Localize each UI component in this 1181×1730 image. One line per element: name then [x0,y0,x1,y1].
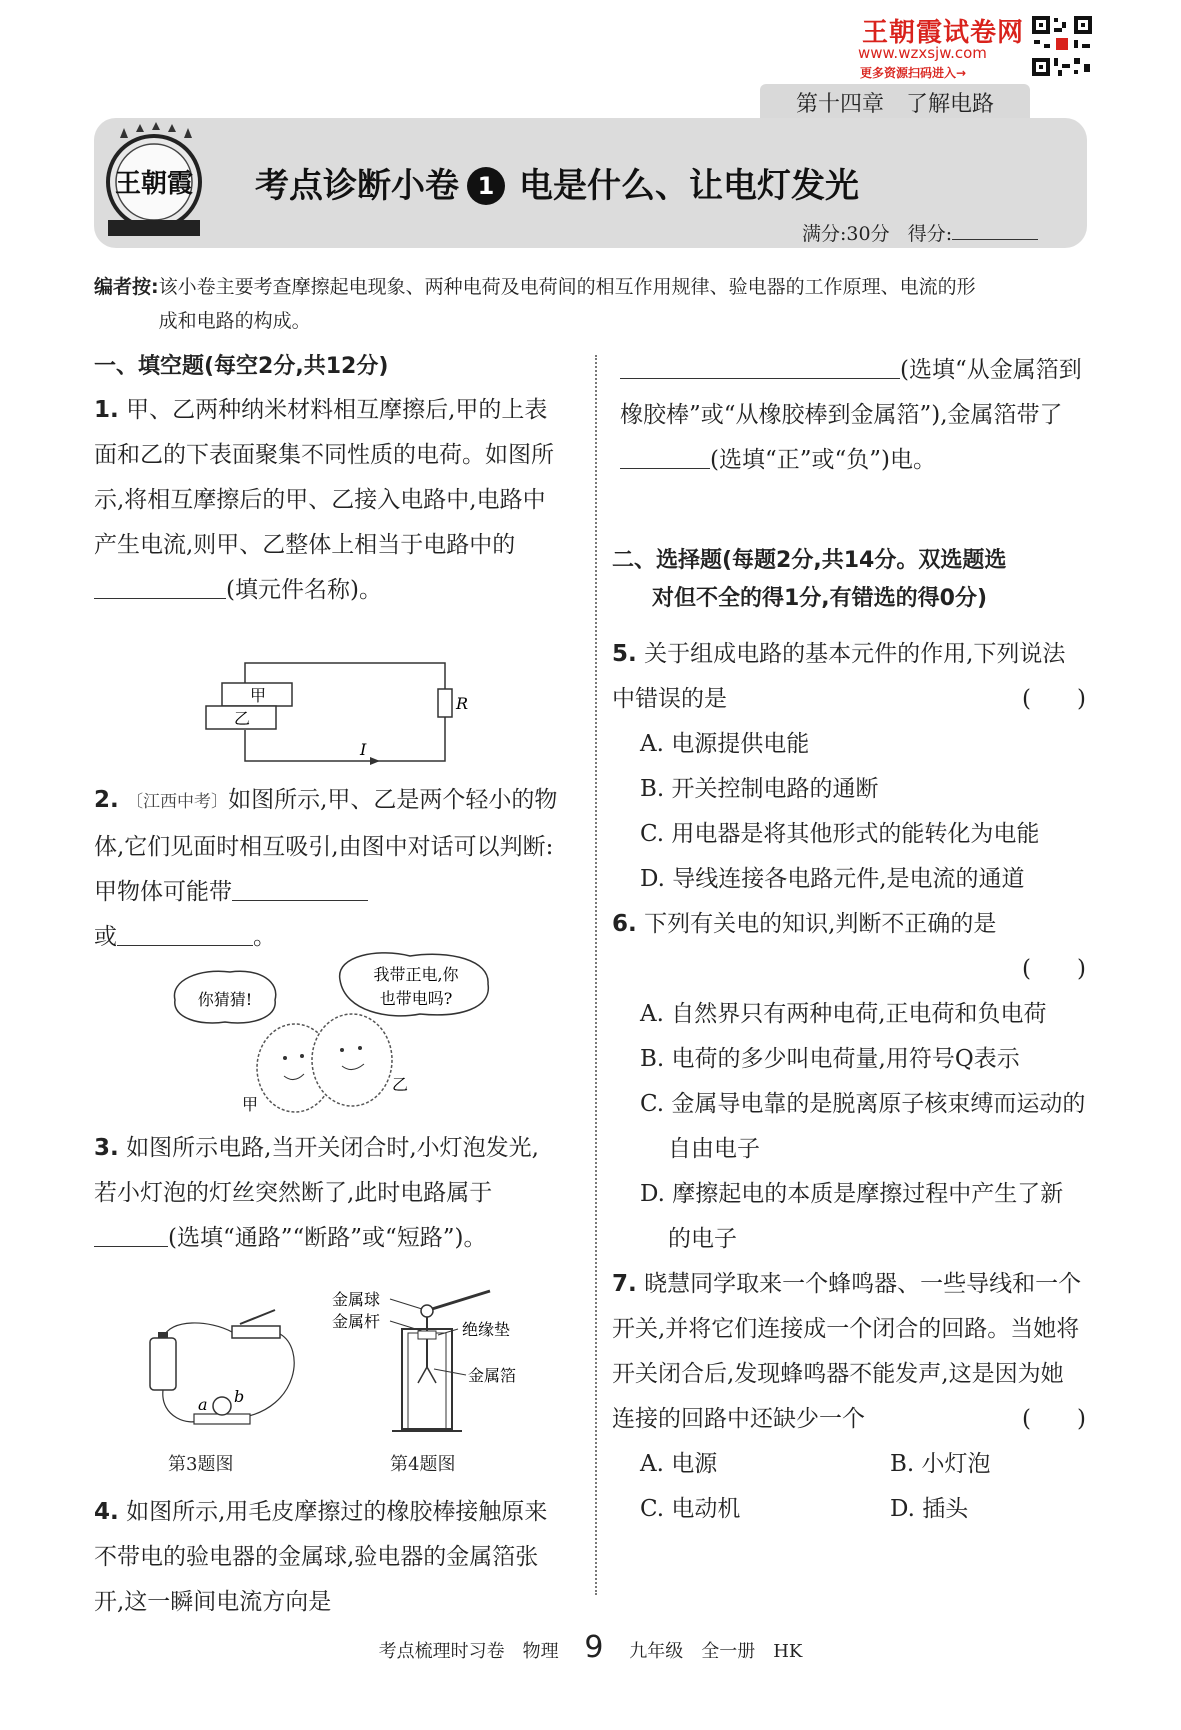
q6-option-b[interactable]: B. 电荷的多少叫电荷量,用符号Q表示 [640,1046,1020,1072]
q2-text-c: 。 [253,924,276,950]
question-2 [94,778,560,960]
q2-bubble-left-text: 你猜猜! [197,990,253,1009]
svg-text:也带电吗?: 也带电吗? [379,989,453,1008]
brand-more-text: 更多资源扫码进入→ [860,66,967,80]
q1-answer-blank[interactable] [94,572,226,599]
question-1 [94,388,560,613]
page-footer [0,1630,1181,1665]
q7-answer-paren[interactable]: ( ) [1022,1406,1086,1432]
footer-left: 考点梳理时习卷 物理 [378,1641,559,1662]
q2-source-tag: 〔江西中考〕 [126,792,229,812]
q3-switch-icon [232,1326,280,1338]
section2-title [612,542,1086,618]
q7-option-d[interactable]: D. 插头 [890,1496,969,1522]
q4-answer-blank-2[interactable] [620,442,710,469]
q4-number: 4. [94,1499,119,1525]
section2-title-a: 二、选择题(每题2分,共14分。双选题选 [612,548,1007,573]
q1-text-a: 甲、乙两种纳米材料相互摩擦后,甲的上表面和乙的下表面聚集不同性质的电荷。如图所示,将相互摩擦后的甲、乙接入电路中,电路中产生电流,则甲、乙整体上相当于电路中的 [94,397,554,558]
paper-title [255,158,859,207]
footer-right: 九年级 全一册 HK [629,1641,803,1662]
editor-note-text: 该小卷主要考查摩擦起电现象、两种电荷及电荷间的相互作用规律、验电器的工作原理、电流的形成和电路的构成。 [158,276,976,332]
q4-text-a: 如图所示,用毛皮摩擦过的橡胶棒接触原来不带电的验电器的金属球,验电器的金属箔张开,这一瞬间电流方向是 [94,1499,548,1615]
q2-cartoon-figure [160,950,510,1120]
title-prefix: 考点诊断小卷 [255,166,459,206]
q6-option-c[interactable]: C. 金属导电靠的是脱离原子核束缚而运动的自由电子 [640,1091,1086,1162]
q4-caption: 第4题图 [390,1454,456,1475]
q3-circuit-figure [130,1308,310,1438]
q2-answer-blank-2[interactable] [117,919,253,946]
q7-number: 7. [612,1271,637,1297]
q5-text: 关于组成电路的基本元件的作用,下列说法中错误的是 [612,641,1066,712]
qr-code-icon[interactable] [1030,14,1094,78]
q5-number: 5. [612,641,637,667]
page-number: 9 [584,1630,604,1665]
svg-text:我带正电,你: 我带正电,你 [373,965,459,984]
q1-label-i: I [360,740,367,759]
q3-battery-icon [150,1338,176,1390]
q5-option-c[interactable]: C. 用电器是将其他形式的能转化为电能 [640,821,1040,847]
q1-resistor [438,689,452,717]
q1-label-yi: 乙 [233,709,251,728]
q5-option-d[interactable]: D. 导线连接各电路元件,是电流的通道 [640,866,1025,892]
q4-metal-ball [421,1305,433,1317]
q7-text: 晓慧同学取来一个蜂鸣器、一些导线和一个开关,并将它们连接成一个闭合的回路。当她将开关闭合后,发现蜂鸣器不能发声,这是因为她连接的回路中还缺少一个 [612,1271,1082,1432]
q1-label-r: R [456,694,469,713]
question-3 [94,1126,560,1261]
brand-url[interactable]: www.wzxsjw.com [858,44,987,62]
q2-label-yi: 乙 [392,1075,409,1094]
q4-label-foil: 金属箔 [468,1366,517,1385]
question-5 [612,632,1086,902]
q3-label-b: b [234,1387,245,1406]
score-line [802,219,1038,246]
q5-option-a[interactable]: A. 电源提供电能 [640,731,810,757]
q6-option-a[interactable]: A. 自然界只有两种电荷,正电荷和负电荷 [640,1001,1047,1027]
q6-text: 下列有关电的知识,判断不正确的是 [644,911,997,937]
title-main: 电是什么、让电灯发光 [519,166,859,206]
chapter-tab: 第十四章 了解电路 [760,84,1030,124]
q3-caption: 第3题图 [168,1454,234,1475]
q2-answer-blank-1[interactable] [232,874,368,901]
column-divider [595,355,597,1595]
q4-label-pad: 绝缘垫 [462,1320,511,1339]
q2-text-b: 或 [94,924,117,950]
q1-label-jia: 甲 [249,686,267,705]
editor-note [94,270,1084,338]
q6-number: 6. [612,911,637,937]
logo-text: 王朝霞 [114,169,194,199]
section2-title-b: 对但不全的得1分,有错选的得0分) [652,586,988,611]
q3-number: 3. [94,1135,119,1161]
q3-bulb-icon [213,1397,231,1415]
full-score: 满分:30分 [802,223,890,245]
title-number-badge: 1 [467,167,505,205]
brand-title: 王朝霞试卷网 [862,18,1025,48]
q7-option-c[interactable]: C. 电动机 [640,1496,741,1522]
q4-answer-blank-1[interactable] [620,352,900,379]
q7-option-b[interactable]: B. 小灯泡 [890,1451,991,1477]
q5-option-b[interactable]: B. 开关控制电路的通断 [640,776,879,802]
q4-text-b: (选填“从金属箔到橡胶棒”或“从橡胶棒到金属箔”),金属箔带了 [620,357,1082,428]
q3-text-b: (选填“通路”“断路”或“短路”)。 [168,1225,487,1251]
q3-answer-blank[interactable] [94,1220,168,1247]
score-label: 得分: [907,223,953,245]
q2-number: 2. [94,787,119,813]
q2-text-a: 如图所示,甲、乙是两个轻小的物体,它们见面时相互吸引,由图中对话可以判断:甲物体可能带 [94,787,558,905]
q7-option-a[interactable]: A. 电源 [640,1451,718,1477]
editor-note-label: 编者按: [94,276,159,298]
question-4 [94,1490,560,1625]
q4-label-rod: 金属杆 [332,1312,381,1331]
logo-emblem-icon [100,124,208,244]
q1-number: 1. [94,397,119,423]
q2-object-yi [312,1014,392,1106]
score-blank[interactable] [952,221,1038,240]
q1-text-b: (填元件名称)。 [226,577,382,603]
question-7 [612,1262,1086,1532]
q3-label-a: a [198,1395,208,1414]
q3-text-a: 如图所示电路,当开关闭合时,小灯泡发光,若小灯泡的灯丝突然断了,此时电路属于 [94,1135,539,1206]
q4-label-ball: 金属球 [332,1290,381,1309]
q1-circuit-figure [200,655,469,770]
q2-label-jia: 甲 [242,1095,259,1114]
q6-answer-paren[interactable]: ( ) [1022,956,1086,982]
section1-title: 一、填空题(每空2分,共12分) [94,354,389,379]
q6-option-d[interactable]: D. 摩擦起电的本质是摩擦过程中产生了新的电子 [640,1181,1064,1252]
q4-electroscope-figure [330,1285,560,1445]
q4-rubber-rod [432,1291,490,1309]
q5-answer-paren[interactable]: ( ) [1022,686,1086,712]
question-4-continued [620,348,1086,483]
question-6 [612,902,1086,1262]
q4-text-c: (选填“正”或“负”)电。 [710,447,936,473]
